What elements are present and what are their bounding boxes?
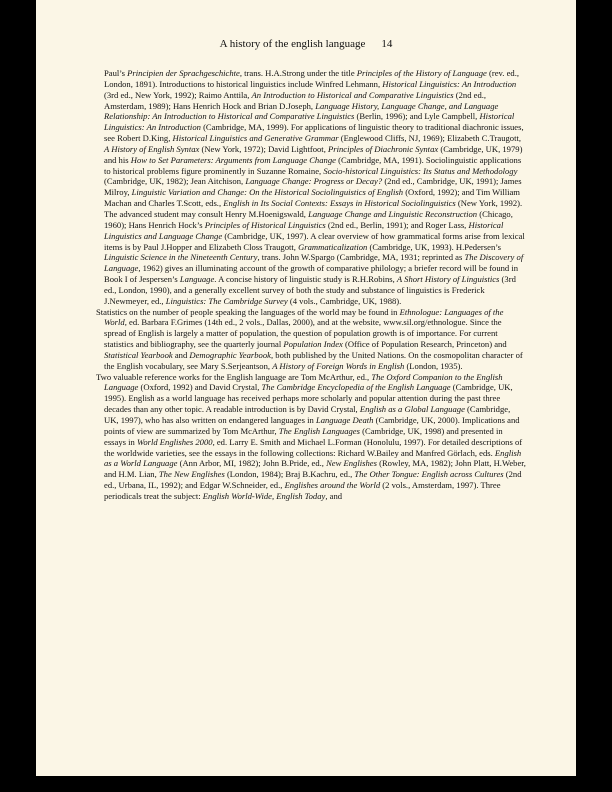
cited-title: Statistical Yearbook — [104, 349, 173, 360]
text-run: (Office of Population Research, Princeton) and — [342, 339, 507, 350]
cited-title: An Introduction to Historical and Comparative Linguistics — [251, 89, 454, 100]
cited-title: How to Set Parameters: Arguments from Language Change — [130, 154, 336, 165]
text-run: (Cambridge, UK, 1979) and his — [104, 143, 523, 165]
text-run: (2nd ed., Urbana, IL, 1992); and Edgar W.Schneider, ed., — [104, 469, 522, 491]
cited-title: Language Change: Progress or Decay? — [245, 176, 383, 187]
cited-title: Socio-historical Linguistics: Its Status and Methodology — [323, 165, 518, 176]
body-text — [96, 68, 526, 502]
running-title: A history of the english language — [219, 38, 366, 50]
cited-title: The Other Tongue: English across Cultures — [354, 469, 504, 480]
text-run: (3rd ed., London, 1990), and a generally excellent survey of both the study and substance of linguistics is Frederick J.Newmeyer, ed., — [104, 274, 516, 306]
paragraph-3 — [96, 372, 526, 502]
paragraph-2 — [96, 307, 526, 372]
text-run: (Cambridge, MA, 1991). Sociolinguistic applications to historical problems figure prominently in Suzanne Romaine, — [104, 154, 522, 176]
text-run: (Chicago, 1960); Hans Henrich Hock’s — [104, 208, 513, 230]
cited-title: English as a World Language — [104, 447, 522, 469]
cited-title: English in Its Social Contexts: Essays in Historical Sociolinguistics — [223, 198, 456, 209]
text-run: (rev. ed., London, 1891). Introductions to historical linguistics include Winfred Lehmann, — [104, 68, 520, 89]
text-run: , and — [325, 490, 343, 501]
cited-title: Historical Linguistics and Language Change — [104, 219, 504, 241]
cited-title: Grammaticalization — [298, 241, 368, 252]
paragraph-1 — [96, 68, 526, 307]
text-run: , ed. Larry E. Smith and Michael L.Forman (Honolulu, 1997). For detailed descriptions of the worldwide varieties, see the essays in the following collections: Richard W.Bailey and Manfred Görlach, eds. — [104, 436, 523, 458]
page-number: 14 — [381, 38, 393, 50]
text-run: (3rd ed., New York, 1992); Raimo Anttila, — [104, 89, 252, 100]
cited-title: Englishes around the World — [284, 480, 381, 491]
cited-title: A History of English Syntax — [104, 143, 200, 154]
cited-title: Ethnologue: Languages of the World — [104, 306, 504, 328]
text-run: (Cambridge, UK, 1997), who has also written on endangered languages in — [104, 404, 511, 425]
text-run: (Cambridge, UK, 1995). English as a world language has received perhaps more scholarly and popular attention during the past three decades than any other topic. A readable introduction is by David Crystal, — [104, 382, 513, 415]
text-run: (2 vols., Amsterdam, 1997). Three periodicals treat the subject: — [104, 480, 501, 501]
text-run: (Cambridge, UK, 1997). A clear overview of how grammatical forms arise from lexical items is by Paul J.Hopper and Elizabeth Closs Traugott, — [104, 230, 525, 252]
cited-title: Language History, Language Change, and Language Relationship: An Introduction to Historical and Comparative Linguistics — [104, 100, 499, 122]
cited-title: The Discovery of Language — [104, 252, 524, 274]
cited-title: Principien der Sprachgeschichte — [127, 68, 240, 78]
text-run: (New York, 1972); David Lightfoot, — [199, 143, 328, 154]
cited-title: A History of Foreign Words in English — [272, 360, 405, 371]
cited-title: A Short History of Linguistics — [396, 274, 500, 285]
text-run: (London, 1935). — [404, 360, 463, 371]
text-run: (Cambridge, UK, 1998) and presented in essays in — [104, 425, 503, 447]
text-run: , 1962) gives an illuminating account of the growth of comparative philology; a briefer record will be found in Book I of Jespersen’s — [104, 263, 519, 285]
cited-title: Language — [179, 274, 215, 285]
text-run: (Berlin, 1996); and Lyle Campbell, — [354, 111, 480, 122]
cited-title: Linguistic Variation and Change: On the Historical Sociolinguistics of English — [131, 187, 404, 198]
cited-title: Language Death — [315, 415, 374, 425]
text-run: (4 vols., Cambridge, UK, 1988). — [287, 295, 402, 306]
text-run: Two valuable reference works for the English language are Tom McArthur, ed., — [96, 371, 372, 382]
cited-title: The Cambridge Encyclopedia of the English Language — [261, 382, 451, 393]
cited-title: Principles of Diachronic Syntax — [328, 143, 439, 154]
text-run: (Cambridge, UK, 1993). H.Pedersen’s — [367, 241, 501, 252]
text-run: , trans. H.A.Strong under the title — [239, 68, 357, 78]
text-run: (Oxford, 1992) and David Crystal, — [138, 382, 262, 393]
cited-title: The New Englishes — [158, 469, 225, 480]
text-run: (Cambridge, UK, 2000). Implications and points of view are summarized by Tom McArthur, — [104, 415, 520, 436]
text-run: (2nd ed., Amsterdam, 1989); Hans Henrich Hock and Brian D.Joseph, — [104, 89, 487, 111]
text-run: (Englewood Cliffs, NJ, 1969); Elizabeth C.Traugott, — [338, 133, 522, 144]
text-run: (Cambridge, MA, 1999). For applications of linguistic theory to traditional diachronic issues, see Robert D.King, — [104, 122, 524, 144]
document-page — [36, 0, 576, 776]
text-run: and — [172, 349, 190, 360]
cited-title: Principles of Historical Linguistics — [204, 219, 326, 230]
cited-title: Population Index — [283, 339, 343, 350]
cited-title: The English Languages — [278, 425, 360, 436]
cited-title: Historical Linguistics and Generative Grammar — [172, 133, 339, 144]
cited-title: Linguistic Science in the Nineteenth Century — [104, 252, 258, 263]
cited-title: World Englishes 2000 — [136, 436, 213, 447]
cited-title: English as a Global Language — [359, 404, 465, 415]
text-run: (Oxford, 1992); and Tim William Machan and Charles T.Scott, eds., — [104, 187, 520, 209]
page-header — [36, 38, 576, 50]
text-run: (2nd ed., Berlin, 1991); and Roger Lass, — [325, 219, 469, 230]
cited-title: Historical Linguistics: An Introduction — [104, 111, 515, 133]
cited-title: Linguistics: The Cambridge Survey — [165, 295, 288, 306]
cited-title: Demographic Yearbook — [189, 349, 271, 360]
text-run: Statistics on the number of people speaking the languages of the world may be found in — [96, 306, 400, 317]
text-run: Paul’s — [104, 68, 128, 78]
text-run: , both published by the United Nations. On the cosmopolitan character of the English vocabulary, see Mary S.Serjeantson, — [104, 349, 523, 371]
text-run: (Ann Arbor, MI, 1982); John B.Pride, ed., — [177, 458, 327, 469]
text-run: , ed. Barbara F.Grimes (14th ed., 2 vols., Dallas, 2000), and at the website, www.sil.org/ethnologue. Since the spread of English is largely a matter of population, the question of population growth is of importance. For current statistics and bibliography, see the quarterly journal — [104, 317, 502, 350]
text-run: (2nd ed., Cambridge, UK, 1991); James Milroy, — [104, 176, 522, 198]
cited-title: The Oxford Companion to the English Language — [104, 371, 503, 393]
cited-title: English World-Wide, English Today — [202, 490, 326, 501]
cited-title: New Englishes — [326, 458, 377, 469]
text-run: , trans. John W.Spargo (Cambridge, MA, 1931; reprinted as — [257, 252, 465, 263]
text-run: (Cambridge, UK, 1982); Jean Aitchison, — [104, 176, 246, 187]
cited-title: Language Change and Linguistic Reconstruction — [308, 208, 478, 219]
text-run: . A concise history of linguistic study is R.H.Robins, — [214, 274, 397, 285]
text-run: (Rowley, MA, 1982); John Platt, H.Weber, and H.M. Lian, — [104, 458, 526, 480]
cited-title: Principles of the History of Language — [356, 68, 487, 78]
cited-title: Historical Linguistics: An Introduction — [382, 78, 517, 89]
text-run: (New York, 1992). The advanced student may consult Henry M.Hoenigswald, — [104, 198, 523, 219]
text-run: (London, 1984); Braj B.Kachru, ed., — [224, 469, 355, 480]
